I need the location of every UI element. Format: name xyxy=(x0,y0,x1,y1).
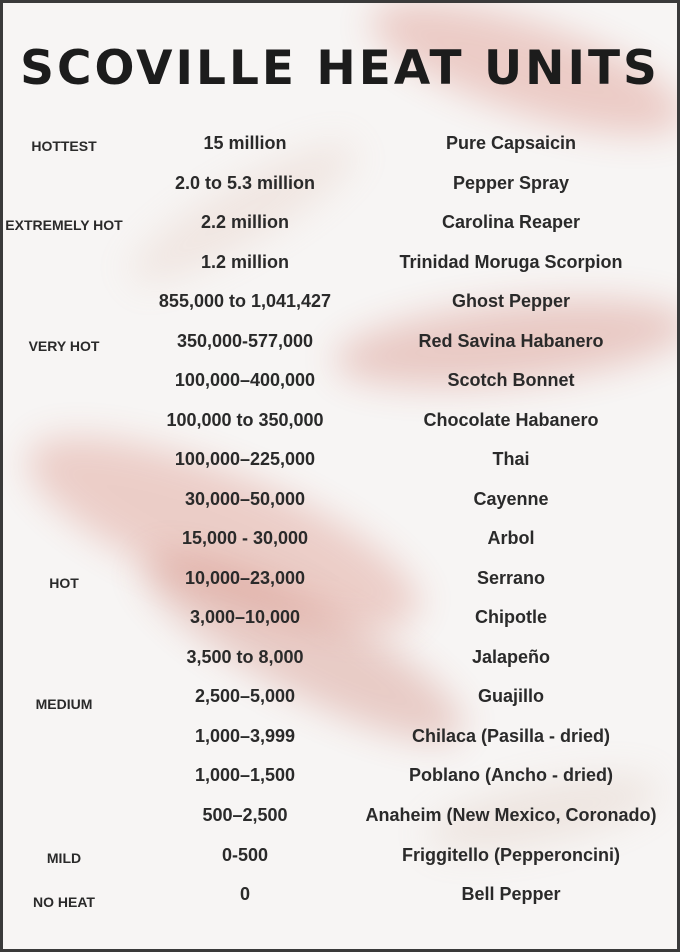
table-row xyxy=(3,331,677,361)
category-mild: MILD xyxy=(46,850,82,866)
table-row xyxy=(3,489,677,519)
table-row xyxy=(3,133,677,163)
shu-value: 1.2 million xyxy=(200,252,290,272)
shu-value: 1,000–1,500 xyxy=(194,765,296,785)
table-row xyxy=(3,647,677,677)
pepper-name: Cayenne xyxy=(473,489,549,509)
pepper-name: Ghost Pepper xyxy=(451,291,571,311)
pepper-name: Red Savina Habanero xyxy=(418,331,604,351)
shu-value: 15 million xyxy=(203,133,287,153)
category-label: EXTREMELY HOT xyxy=(5,217,123,233)
table-row xyxy=(3,845,677,875)
pepper-name: Thai xyxy=(492,449,530,469)
table-row xyxy=(3,805,677,835)
shu-value: 30,000–50,000 xyxy=(184,489,306,509)
table-row xyxy=(3,607,677,637)
shu-value: 500–2,500 xyxy=(202,805,288,825)
shu-value: 855,000 to 1,041,427 xyxy=(158,291,332,311)
pepper-name: Pure Capsaicin xyxy=(445,133,577,153)
pepper-name: Anaheim (New Mexico, Coronado) xyxy=(365,805,657,825)
pepper-name: Chilaca (Pasilla - dried) xyxy=(411,726,611,746)
table-row xyxy=(3,370,677,400)
category-hot: HOT xyxy=(49,575,79,591)
pepper-name: Serrano xyxy=(476,568,546,588)
table-row xyxy=(3,410,677,440)
table-row xyxy=(3,212,677,242)
shu-value: 0 xyxy=(239,884,250,904)
shu-value: 100,000 to 350,000 xyxy=(166,410,324,430)
shu-value: 100,000–400,000 xyxy=(174,370,316,390)
shu-value: 3,500 to 8,000 xyxy=(186,647,304,667)
pepper-name: Chocolate Habanero xyxy=(423,410,599,430)
shu-value: 100,000–225,000 xyxy=(174,449,316,469)
shu-value: 15,000 - 30,000 xyxy=(181,528,309,548)
table-row xyxy=(3,884,677,914)
table-row xyxy=(3,173,677,203)
table-row xyxy=(3,291,677,321)
pepper-name: Chipotle xyxy=(475,607,547,627)
pepper-name: Guajillo xyxy=(477,686,544,706)
shu-value: 2.2 million xyxy=(200,212,290,232)
shu-value: 2.0 to 5.3 million xyxy=(174,173,316,193)
table-row xyxy=(3,726,677,756)
table-row xyxy=(3,449,677,479)
table-row xyxy=(3,252,677,282)
pepper-name: Pepper Spray xyxy=(452,173,570,193)
shu-value: 0-500 xyxy=(221,845,269,865)
pepper-name: Scotch Bonnet xyxy=(447,370,575,390)
shu-value: 10,000–23,000 xyxy=(184,568,306,588)
category-medium: MEDIUM xyxy=(35,696,93,712)
category-very-hot: VERY HOT xyxy=(28,338,100,354)
shu-value: 3,000–10,000 xyxy=(189,607,301,627)
table-row xyxy=(3,765,677,795)
pepper-name: Bell Pepper xyxy=(461,884,561,904)
category-hottest: HOTTEST xyxy=(31,138,97,154)
pepper-name: Arbol xyxy=(487,528,535,548)
infographic-page xyxy=(3,3,677,949)
pepper-name: Carolina Reaper xyxy=(441,212,581,232)
table-row xyxy=(3,528,677,558)
page-title: SCOVILLE HEAT UNITS xyxy=(20,41,660,96)
pepper-name: Jalapeño xyxy=(471,647,551,667)
shu-value: 2,500–5,000 xyxy=(194,686,296,706)
shu-value: 350,000-577,000 xyxy=(176,331,314,351)
category-no-heat: NO HEAT xyxy=(33,894,95,910)
pepper-name: Trinidad Moruga Scorpion xyxy=(399,252,623,272)
shu-value: 1,000–3,999 xyxy=(194,726,296,746)
table-row xyxy=(3,568,677,598)
pepper-name: Poblano (Ancho - dried) xyxy=(409,765,613,785)
pepper-name: Friggitello (Pepperoncini) xyxy=(401,845,620,865)
table-row xyxy=(3,686,677,716)
